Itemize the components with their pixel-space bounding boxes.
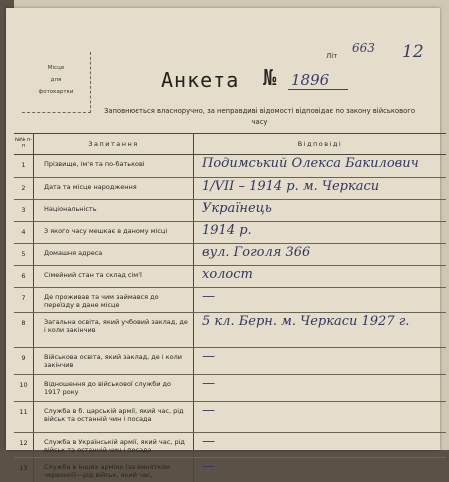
row-number: 2 [14,178,34,199]
lit-label: Літ [326,52,338,60]
row-number: 12 [14,433,34,457]
row-number: 7 [14,288,34,312]
photo-placeholder [22,52,91,113]
row-answer: 1914 р. [202,223,252,238]
header-answer: Відповіді [297,140,343,148]
row-question: Домашня адреса [34,244,194,265]
row-question: Де проживав та чим займався до переїзду в дане місце [34,288,194,312]
row-question: Військова освіта, який заклад, де і коли закінчив [34,348,194,374]
row-answer: Подимський Олекса Бакилович [202,156,419,171]
number-sign: № [263,66,277,91]
page-title: Анкета [161,68,240,92]
table-row [14,222,446,244]
table-row [14,348,446,375]
row-answer: холост [202,267,253,282]
row-answer: вул. Гоголя 366 [202,245,311,260]
row-answer: — [202,289,215,304]
row-number: 10 [14,375,34,401]
row-number: 8 [14,313,34,347]
header-question: Запитання [34,134,194,154]
row-answer: — [202,434,215,449]
instructions-text: Заповнюється власноручно, за неправдиві відомості відповідає по закону військового часу [103,107,416,126]
sheet-number: 12 [402,42,424,62]
form-number-underline [288,89,348,90]
table-row [14,288,446,313]
row-number: 13 [14,458,34,482]
row-answer: — [202,349,215,364]
row-question: Служба в б. царській армії, який час, рід військ та останній чин і посада [34,402,194,432]
table-row [14,313,446,348]
table-row [14,178,446,200]
row-question: Національність [34,200,194,221]
row-number: 1 [14,155,34,177]
table-row [14,200,446,222]
photo-label-line-1: Місце [47,65,65,71]
row-answer: 5 кл. Берн. м. Черкаси 1927 г. [202,314,410,329]
row-answer: Українець [202,201,272,216]
row-number: 6 [14,266,34,287]
row-number: 9 [14,348,34,374]
table-row [14,266,446,288]
row-answer: — [202,376,215,391]
row-question: Загальна освіта, який учбовий заклад, де і коли закінчив [34,313,194,347]
row-number: 4 [14,222,34,243]
row-question: Дата та місце народження [34,178,194,199]
row-answer: — [202,403,215,418]
row-question: Служба в інших арміях (за винятком червоної)—рід військ, який час, [34,458,194,482]
questionnaire-sheet [6,8,440,479]
table-row [14,155,446,178]
photo-label-line-3: фотокартки [38,89,74,95]
table-row [14,402,446,433]
lit-number: 663 [352,41,375,55]
table-row [14,433,446,458]
row-number: 3 [14,200,34,221]
questionnaire-table [14,133,446,482]
row-number: 5 [14,244,34,265]
row-question: Відношення до військової служби до 1917 року [34,375,194,401]
table-row [14,244,446,266]
row-question: Сімейний стан та склад сім'ї [34,266,194,287]
row-number: 11 [14,402,34,432]
row-question: Служба в Українській армії, який час, рід військ та останній чин і посада [34,433,194,457]
form-number: 1896 [291,71,330,89]
row-answer: 1/VII – 1914 р. м. Черкаси [202,179,380,194]
row-answer: — [202,459,215,474]
photo-label-line-2: для [50,77,62,83]
table-row [14,458,446,482]
header-num: №№ п-п [14,134,34,154]
row-question: Прізвище, ім'я та по-батькові [34,155,194,177]
table-row [14,375,446,402]
table-header [14,134,446,155]
row-question: З якого часу мешкає в даному місці [34,222,194,243]
